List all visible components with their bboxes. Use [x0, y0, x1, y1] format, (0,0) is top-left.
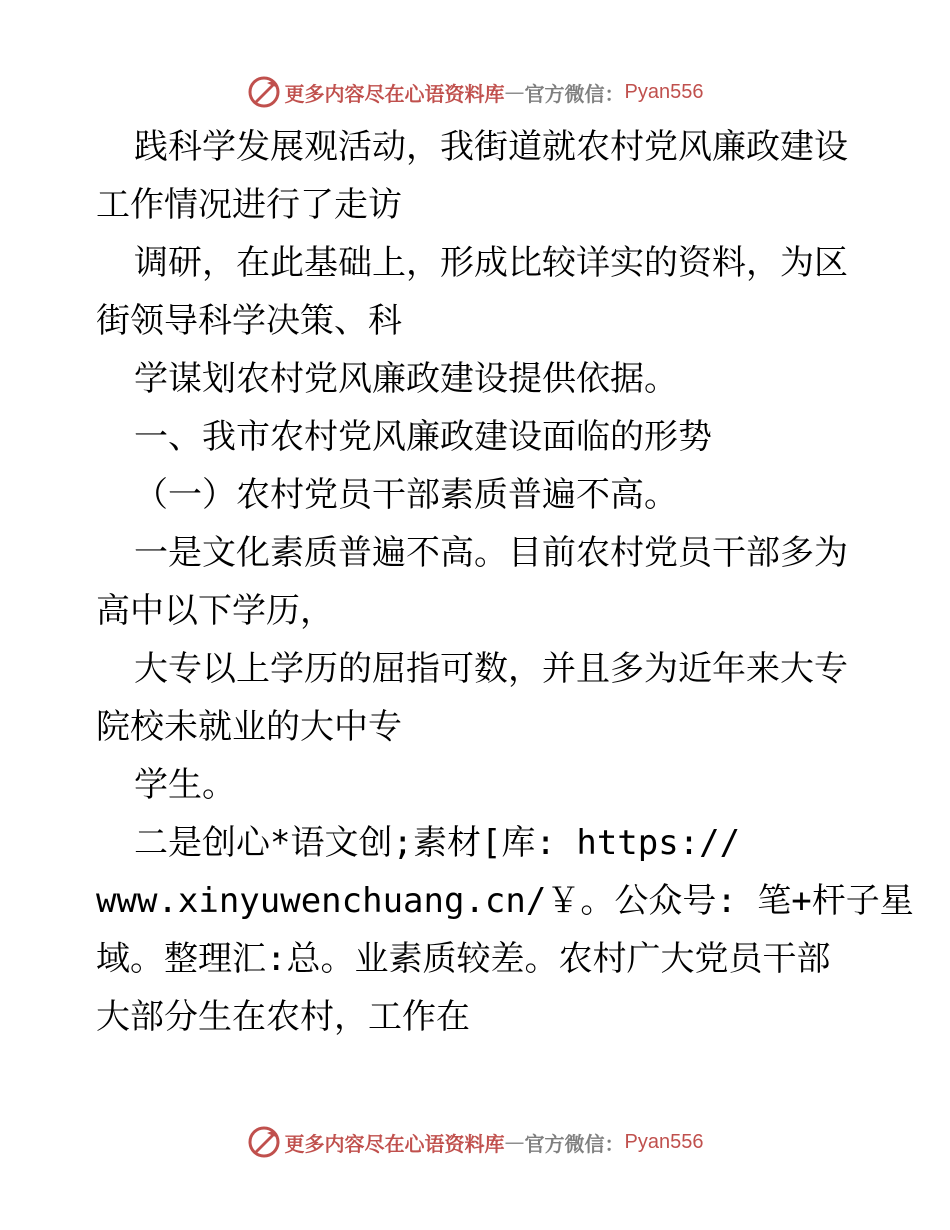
text-line: 院校未就业的大中专	[96, 707, 402, 747]
text-line: 学生。	[134, 765, 236, 805]
footer-banner	[0, 1122, 950, 1162]
text-line: 学谋划农村党风廉政建设提供依据。	[134, 359, 678, 399]
section-heading: 一、我市农村党风廉政建设面临的形势	[134, 417, 712, 457]
quill-logo-icon	[247, 75, 281, 109]
header-wechat-id: Pyan556	[624, 80, 704, 103]
footer-separator: —	[504, 1130, 525, 1154]
text-line: www.xinyuwenchuang.cn/￥。公众号: 笔+杆子星	[96, 881, 914, 921]
footer-brand: 更多内容尽在心语资料库	[284, 1131, 505, 1156]
header-wechat-label: 官方微信：	[524, 81, 625, 106]
footer-wechat-id: Pyan556	[624, 1130, 704, 1153]
text-line: 大部分生在农村，工作在	[96, 997, 470, 1037]
header-brand: 更多内容尽在心语资料库	[284, 81, 505, 106]
text-line: 调研，在此基础上，形成比较详实的资料，为区	[134, 243, 848, 283]
header-banner	[0, 72, 950, 112]
document-body	[96, 118, 914, 1046]
header-separator: —	[504, 80, 525, 104]
text-line: 高中以下学历，	[96, 591, 334, 631]
text-line: 践科学发展观活动，我街道就农村党风廉政建设	[134, 127, 848, 167]
text-line: 大专以上学历的屈指可数，并且多为近年来大专	[134, 649, 848, 689]
subsection-heading: （一）农村党员干部素质普遍不高。	[134, 475, 678, 515]
text-line: 街领导科学决策、科	[96, 301, 402, 341]
quill-logo-icon	[247, 1125, 281, 1159]
text-line: 二是创心*语文创;素材[库: https://	[134, 823, 741, 863]
text-line: 一是文化素质普遍不高。目前农村党员干部多为	[134, 533, 848, 573]
text-line: 工作情况进行了走访	[96, 185, 402, 225]
text-line: 域。整理汇:总。业素质较差。农村广大党员干部	[96, 939, 831, 979]
footer-wechat-label: 官方微信：	[524, 1131, 625, 1156]
